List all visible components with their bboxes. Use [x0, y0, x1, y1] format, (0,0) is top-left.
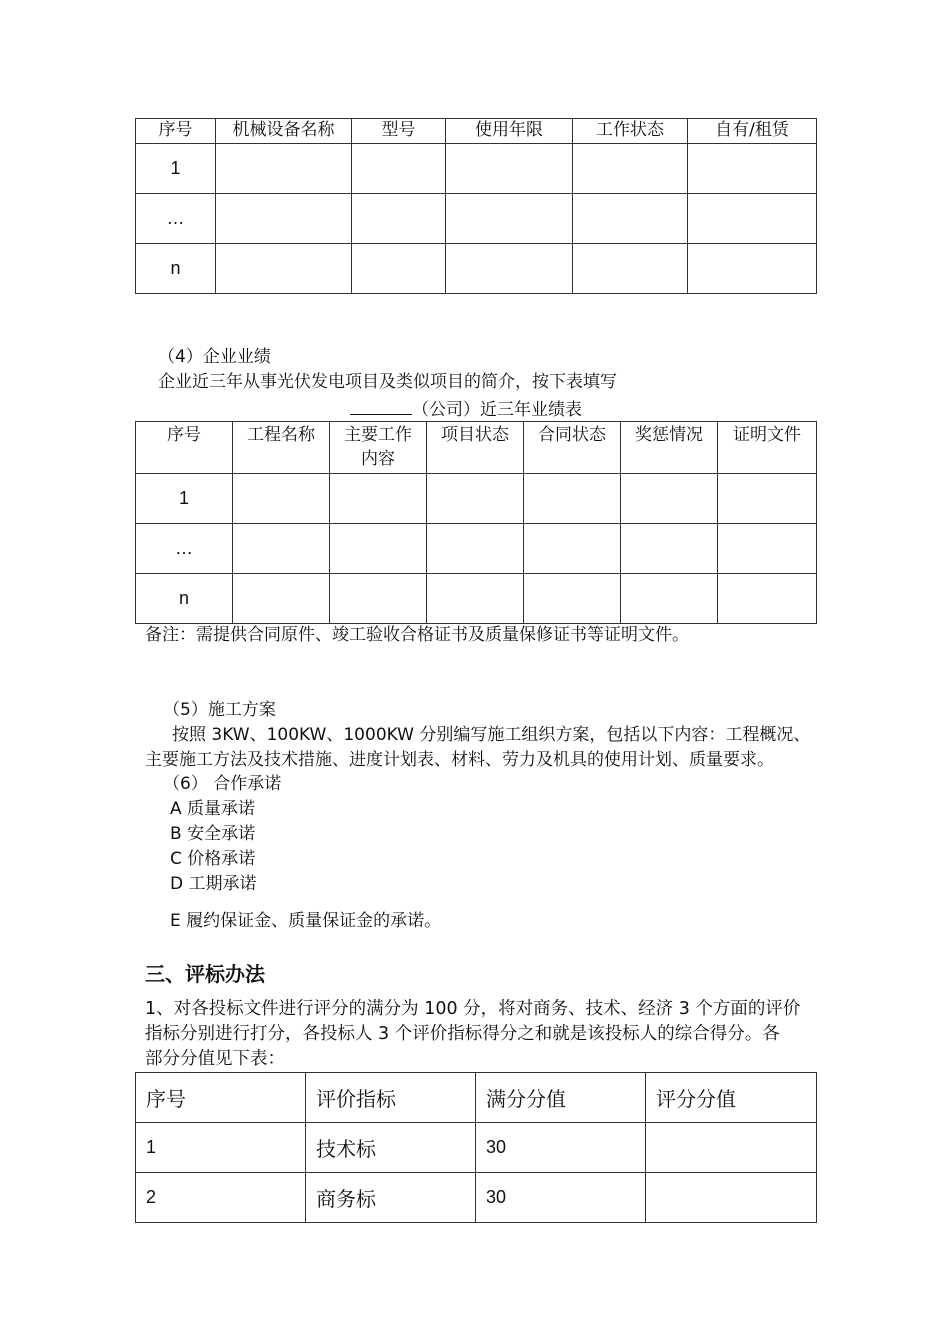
- table-header-row: [136, 1073, 817, 1123]
- header-cell: 工作状态: [573, 119, 688, 144]
- row-number: …: [136, 194, 216, 244]
- table-cell: [621, 524, 718, 574]
- table-cell: [216, 194, 352, 244]
- commitment-item: B 安全承诺: [170, 824, 256, 844]
- table-row: [136, 1123, 817, 1173]
- commitment-item: D 工期承诺: [170, 874, 257, 894]
- table-title-text: （公司）近三年业绩表: [412, 400, 582, 420]
- table-cell: [216, 144, 352, 194]
- table-cell: [330, 574, 427, 624]
- table-cell: [573, 144, 688, 194]
- table-header-row: [136, 119, 817, 144]
- performance-table-title: [350, 396, 582, 422]
- header-cell: 合同状态: [524, 422, 621, 474]
- row-number: n: [136, 244, 216, 294]
- header-cell: 使用年限: [446, 119, 573, 144]
- header-cell: 序号: [136, 1073, 306, 1123]
- table-cell: [233, 574, 330, 624]
- table-cell: [718, 474, 817, 524]
- performance-table: [135, 421, 817, 624]
- section-4-description: 企业近三年从事光伏发电项目及类似项目的简介，按下表填写: [158, 372, 617, 392]
- table-cell: [573, 194, 688, 244]
- section-5-line-1: 按照 3KW、100KW、1000KW 分别编写施工组织方案，包括以下内容：工程概况、: [172, 725, 811, 745]
- table-cell: [688, 194, 817, 244]
- table-cell: [427, 574, 524, 624]
- commitment-item: E 履约保证金、质量保证金的承诺。: [170, 911, 442, 931]
- table-cell: [688, 144, 817, 194]
- table-cell: [621, 474, 718, 524]
- table-row: [136, 1173, 817, 1223]
- table-cell: [352, 194, 446, 244]
- commitment-item: C 价格承诺: [170, 849, 256, 869]
- table-row: [136, 574, 817, 624]
- row-number: n: [136, 574, 233, 624]
- evaluation-index: 技术标: [306, 1123, 476, 1173]
- table-cell: [573, 244, 688, 294]
- row-number: 1: [136, 474, 233, 524]
- table-row: [136, 244, 817, 294]
- table-cell: [718, 524, 817, 574]
- header-cell: 机械设备名称: [216, 119, 352, 144]
- remark-text: 备注：需提供合同原件、竣工验收合格证书及质量保修证书等证明文件。: [145, 625, 689, 645]
- table-cell: [233, 474, 330, 524]
- header-cell: 主要工作内容: [330, 422, 427, 474]
- evaluation-paragraph-line-3: 部分分值见下表：: [145, 1049, 285, 1069]
- awarded-score: [646, 1123, 817, 1173]
- table-cell: [330, 474, 427, 524]
- table-header-row: [136, 422, 817, 474]
- row-number: 2: [136, 1173, 306, 1223]
- header-cell: 工程名称: [233, 422, 330, 474]
- table-row: [136, 194, 817, 244]
- header-cell: 自有/租赁: [688, 119, 817, 144]
- full-score: 30: [476, 1123, 646, 1173]
- commitment-item: A 质量承诺: [170, 799, 256, 819]
- section-5-line-2: 主要施工方法及技术措施、进度计划表、材料、劳力及机具的使用计划、质量要求。: [145, 750, 774, 770]
- evaluation-index: 商务标: [306, 1173, 476, 1223]
- row-number: …: [136, 524, 233, 574]
- table-cell: [446, 244, 573, 294]
- header-cell: 评价指标: [306, 1073, 476, 1123]
- table-cell: [427, 474, 524, 524]
- table-cell: [688, 244, 817, 294]
- table-cell: [233, 524, 330, 574]
- full-score: 30: [476, 1173, 646, 1223]
- table-cell: [524, 474, 621, 524]
- section-5-title: （5）施工方案: [163, 700, 276, 720]
- awarded-score: [646, 1173, 817, 1223]
- table-cell: [427, 524, 524, 574]
- table-row: [136, 144, 817, 194]
- evaluation-paragraph-line-2: 指标分别进行打分，各投标人 3 个评价指标得分之和就是该投标人的综合得分。各: [145, 1024, 780, 1044]
- company-name-blank: [350, 396, 412, 415]
- table-cell: [718, 574, 817, 624]
- table-cell: [446, 194, 573, 244]
- header-cell: 序号: [136, 422, 233, 474]
- table-row: [136, 524, 817, 574]
- header-cell: 奖惩情况: [621, 422, 718, 474]
- section-4-title: （4）企业业绩: [158, 347, 271, 367]
- table-cell: [330, 524, 427, 574]
- table-cell: [352, 144, 446, 194]
- table-cell: [524, 574, 621, 624]
- section-6-title: （6） 合作承诺: [163, 774, 282, 794]
- table-row: [136, 474, 817, 524]
- table-cell: [446, 144, 573, 194]
- table-cell: [524, 524, 621, 574]
- header-cell: 型号: [352, 119, 446, 144]
- score-table: [135, 1072, 817, 1223]
- table-cell: [621, 574, 718, 624]
- header-cell: 评分分值: [646, 1073, 817, 1123]
- header-cell: 满分分值: [476, 1073, 646, 1123]
- header-cell: 证明文件: [718, 422, 817, 474]
- section-heading: 三、评标办法: [145, 962, 265, 986]
- evaluation-paragraph-line-1: 1、对各投标文件进行评分的满分为 100 分，将对商务、技术、经济 3 个方面的评价: [145, 999, 801, 1019]
- header-cell: 项目状态: [427, 422, 524, 474]
- table-cell: [216, 244, 352, 294]
- equipment-table: [135, 118, 817, 294]
- row-number: 1: [136, 1123, 306, 1173]
- table-cell: [352, 244, 446, 294]
- header-cell: 序号: [136, 119, 216, 144]
- row-number: 1: [136, 144, 216, 194]
